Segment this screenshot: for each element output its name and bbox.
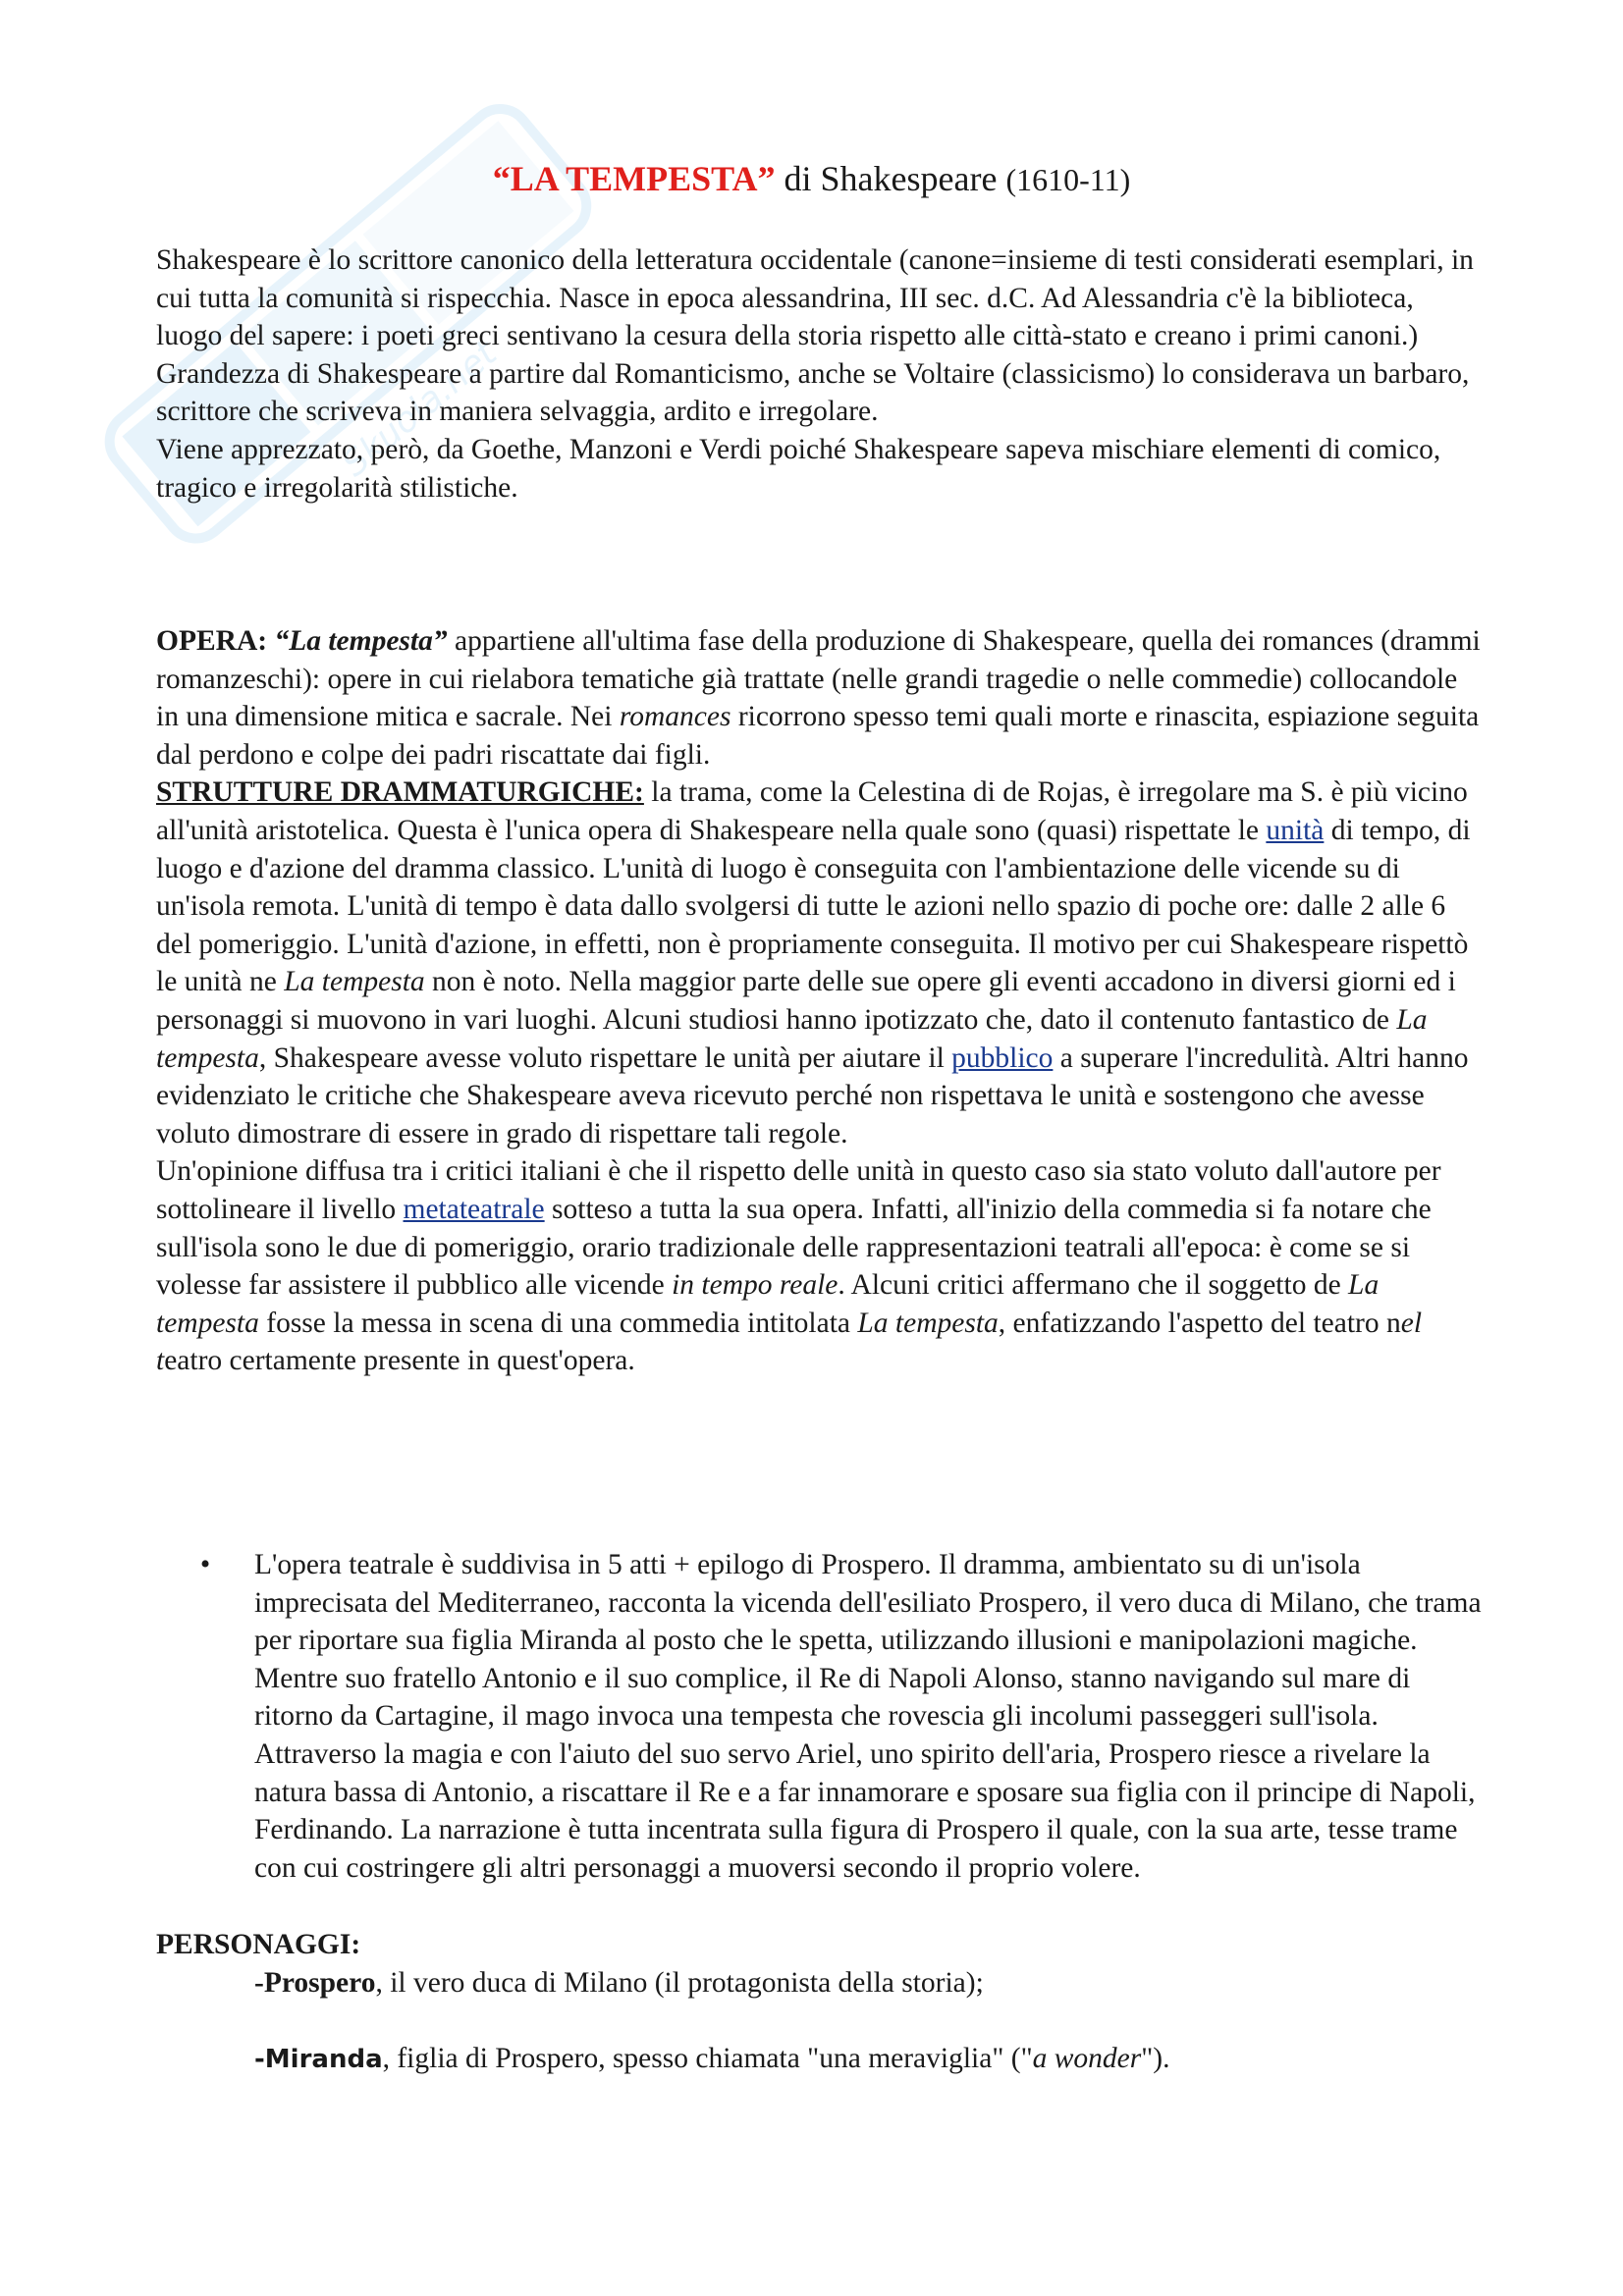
characters-section — [156, 1926, 1482, 2078]
intro-paragraph-3: Viene apprezzato, però, da Goethe, Manzoni e Verdi poiché Shakespeare sapeva mischiare elementi di comico, tragico e irregolarità stilistiche. — [156, 433, 1441, 504]
opera-section — [156, 622, 1482, 1380]
character-miranda: -Miranda, figlia di Prospero, spesso chiamata "una meraviglia" ("a wonder"). — [254, 2042, 1170, 2074]
watermark-text: Skuola.net — [335, 333, 505, 485]
opera-paragraph: OPERA: “La tempesta” appartiene all'ultima fase della produzione di Shakespeare, quella dei romances (drammi romanzeschi): opere in cui rielabora tematiche già trattate (nelle grandi tragedie o nelle commedie) collocandole in una dimensione mitica e sacrale. Nei romances ricorrono spesso temi quali morte e rinascita, espiazione seguita dal perdono e colpe dei padri riscattate dai figli. — [156, 625, 1481, 771]
plot-summary: L'opera teatrale è suddivisa in 5 atti + epilogo di Prospero. Il dramma, ambientato su di un'isola imprecisata del Mediterraneo, racconta la vicenda dell'esiliato Prospero, il vero duca di Milano, che trama per riportare sua figlia Miranda al posto che le spetta, utilizzando illusioni e manipolazioni magiche. Mentre suo fratello Antonio e il suo complice, il Re di Napoli Alonso, stanno navigando sul mare di ritorno da Cartagine, il mago invoca una tempesta che rovescia gli incolumi passeggeri sull'isola. Attraverso la magia e con l'aiuto del suo servo Ariel, uno spirito dell'aria, Prospero riesce a rivelare la natura bassa di Antonio, a riscattare il Re e a far innamorare e sposare sua figlia con il principe di Napoli, Ferdinando. La narrazione è tutta incentrata sulla figura di Prospero il quale, con la sua arte, tesse trame con cui costringere gli altri personaggi a muoversi secondo il proprio volere. — [254, 1549, 1482, 1884]
link-pubblico[interactable]: pubblico — [951, 1041, 1054, 1074]
characters-heading: PERSONAGGI: — [156, 1929, 361, 1960]
intro-paragraph-2: Grandezza di Shakespeare a partire dal Romanticismo, anche se Voltaire (classicismo) lo considerava un barbaro, scrittore che scriveva in maniera selvaggia, ardito e irregolare. — [156, 357, 1470, 428]
intro-section — [156, 241, 1482, 507]
structure-paragraph: STRUTTURE DRAMMATURGICHE: la trama, come la Celestina di de Rojas, è irregolare ma S. è più vicino all'unità aristotelica. Questa è l'unica opera di Shakespeare nella quale sono (quasi) rispettate le unità di tempo, di luogo e d'azione del dramma classico. L'unità di luogo è conseguita con l'ambientazione delle vicende su di un'isola remota. L'unità di tempo è data dallo svolgersi di tutte le azioni nello spazio di poche ore: dalle 2 alle 6 del pomeriggio. L'unità d'azione, in effetti, non è propriamente conseguita. Il motivo per cui Shakespeare rispettò le unità ne La tempesta non è noto. Nella maggior parte delle sue opere gli eventi accadono in diversi giorni ed i personaggi si muovono in vari luoghi. Alcuni studiosi hanno ipotizzato che, dato il contenuto fantastico de La tempesta, Shakespeare avesse voluto rispettare le unità per aiutare il pubblico a superare l'incredulità. Altri hanno evidenziato le critiche che Shakespeare aveva ricevuto perché non rispettava le unità e sostengono che avesse voluto dimostrare di essere in grado di rispettare tali regole. — [156, 776, 1471, 1149]
intro-paragraph-1: Shakespeare è lo scrittore canonico della letteratura occidentale (canone=insieme di testi considerati esemplari, in cui tutta la comunità si rispecchia. Nasce in epoca alessandrina, III sec. d.C. Ad Alessandria c'è la biblioteca, luogo del sapere: i poeti greci sentivano la cesura della storia rispetto alle città-stato e creano i primi canoni.) — [156, 244, 1474, 352]
title-years: (1610-11) — [1005, 162, 1131, 197]
link-metateatrale[interactable]: metateatrale — [403, 1193, 545, 1225]
title-author: di Shakespeare — [784, 159, 998, 198]
page-title — [0, 157, 1623, 201]
link-unita[interactable]: unità — [1266, 814, 1325, 846]
opera-work-title: “La tempesta” — [274, 625, 448, 657]
structure-heading: STRUTTURE DRAMMATURGICHE: — [156, 776, 644, 809]
bullet-icon: • — [199, 1549, 211, 1580]
opera-label: OPERA: — [156, 625, 268, 657]
opinion-paragraph: Un'opinione diffusa tra i critici italiani è che il rispetto delle unità in questo caso sia stato voluto dall'autore per sottolineare il livello metateatrale sotteso a tutta la sua opera. Infatti, all'inizio della commedia si fa notare che sull'isola sono le due di pomeriggio, orario tradizionale delle rappresentazioni teatrali all'epoca: è come se si volesse far assistere il pubblico alle vicende in tempo reale. Alcuni critici affermano che il soggetto de La tempesta fosse la messa in scena di una commedia intitolata La tempesta, enfatizzando l'aspetto del teatro nel teatro certamente presente in quest'opera. — [156, 1155, 1441, 1377]
plot-bullet — [156, 1546, 1482, 1887]
character-prospero: -Prospero, il vero duca di Milano (il protagonista della storia); — [254, 1966, 984, 1999]
title-main: “LA TEMPESTA” — [492, 159, 776, 198]
